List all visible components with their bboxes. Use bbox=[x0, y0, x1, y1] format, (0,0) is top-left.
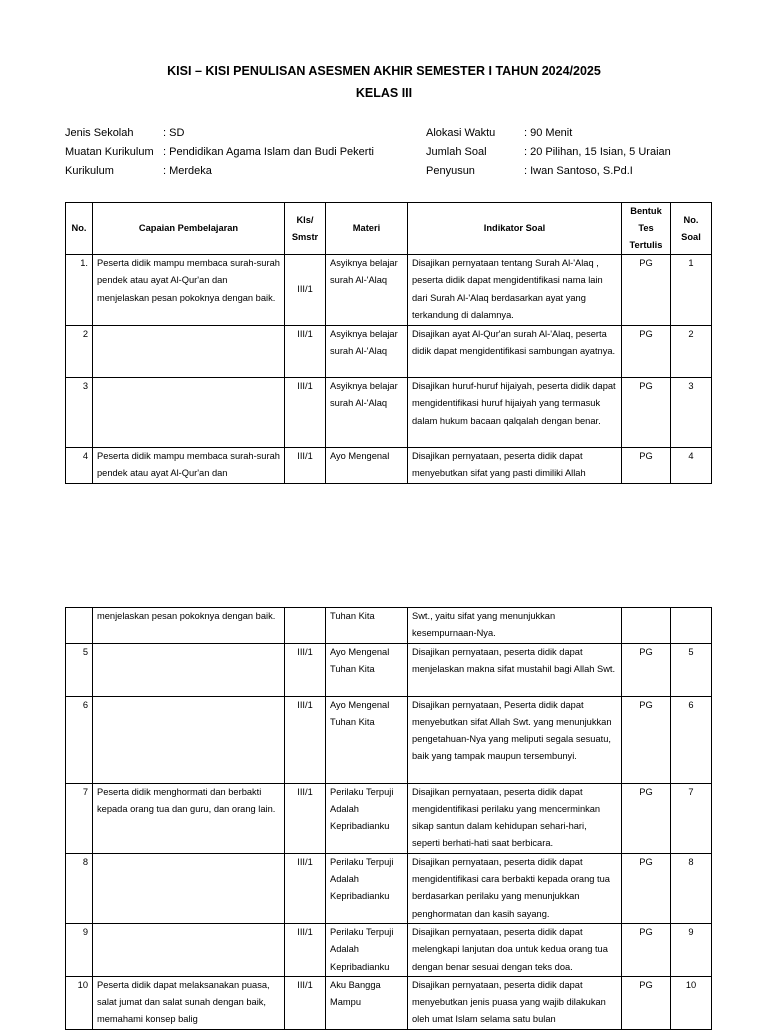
table-row bbox=[66, 608, 712, 644]
cell-materi: Asyiknya belajar surah Al-'Alaq bbox=[326, 326, 408, 378]
header-capaian: Capaian Pembelajaran bbox=[93, 203, 285, 255]
cell-kelas: III/1 bbox=[285, 853, 326, 923]
cell-kelas: III/1 bbox=[285, 255, 326, 326]
cell-bentuk: PG bbox=[622, 448, 671, 484]
cell-no-soal: 4 bbox=[671, 448, 712, 484]
info-value: : Merdeka bbox=[163, 165, 212, 177]
table-row bbox=[66, 255, 712, 326]
cell-capaian: Peserta didik mampu membaca surah-surah pendek atau ayat Al-Qur'an dan menjelaskan pesan pokoknya dengan baik. bbox=[93, 255, 285, 326]
kisi-table-page1 bbox=[65, 202, 712, 484]
cell-kelas: III/1 bbox=[285, 326, 326, 378]
cell-bentuk: PG bbox=[622, 853, 671, 923]
cell-no-soal: 9 bbox=[671, 923, 712, 976]
cell-bentuk bbox=[622, 608, 671, 644]
table-row bbox=[66, 643, 712, 696]
cell-capaian: Peserta didik menghormati dan berbakti kepada orang tua dan guru, dan orang lain. bbox=[93, 783, 285, 853]
table-row bbox=[66, 326, 712, 378]
cell-bentuk: PG bbox=[622, 923, 671, 976]
cell-capaian bbox=[93, 923, 285, 976]
cell-kelas: III/1 bbox=[285, 783, 326, 853]
cell-capaian bbox=[93, 696, 285, 783]
cell-capaian bbox=[93, 326, 285, 378]
cell-materi: Ayo Mengenal Tuhan Kita bbox=[326, 643, 408, 696]
table-row bbox=[66, 783, 712, 853]
header-materi: Materi bbox=[326, 203, 408, 255]
cell-capaian: menjelaskan pesan pokoknya dengan baik. bbox=[93, 608, 285, 644]
table-row bbox=[66, 448, 712, 484]
cell-no bbox=[66, 608, 93, 644]
info-left bbox=[65, 124, 374, 181]
cell-kelas bbox=[285, 608, 326, 644]
table-row bbox=[66, 923, 712, 976]
info-right bbox=[426, 124, 671, 181]
cell-capaian bbox=[93, 853, 285, 923]
cell-bentuk: PG bbox=[622, 326, 671, 378]
cell-no: 9 bbox=[66, 923, 93, 976]
cell-indikator: Disajikan ayat Al-Qur'an surah Al-'Alaq, peserta didik dapat mengidentifikasi sambungan ayatnya. bbox=[408, 326, 622, 378]
header-no-soal: No. Soal bbox=[671, 203, 712, 255]
cell-capaian: Peserta didik dapat melaksanakan puasa, salat jumat dan salat sunah dengan baik, memahami konsep balig bbox=[93, 976, 285, 1029]
cell-no-soal: 8 bbox=[671, 853, 712, 923]
cell-no: 8 bbox=[66, 853, 93, 923]
cell-indikator: Disajikan huruf-huruf hijaiyah, peserta didik dapat mengidentifikasi huruf hijaiyah yang termasuk dalam hukum bacaan qalqalah dengan benar. bbox=[408, 378, 622, 448]
document-title: KISI – KISI PENULISAN ASESMEN AKHIR SEMESTER I TAHUN 2024/2025 bbox=[167, 64, 601, 78]
cell-no-soal: 2 bbox=[671, 326, 712, 378]
header-indikator: Indikator Soal bbox=[408, 203, 622, 255]
cell-materi: Perilaku Terpuji Adalah Kepribadianku bbox=[326, 853, 408, 923]
table-row bbox=[66, 696, 712, 783]
cell-indikator: Disajikan pernyataan tentang Surah Al-'Alaq , peserta didik dapat mengidentifikasi nama lain dari Surah Al-'Alaq berdasarkan ayat yang terkandung di dalamnya. bbox=[408, 255, 622, 326]
cell-capaian: Peserta didik mampu membaca surah-surah pendek atau ayat Al-Qur'an dan bbox=[93, 448, 285, 484]
info-label: Muatan Kurikulum bbox=[65, 146, 154, 158]
info-value: : 20 Pilihan, 15 Isian, 5 Uraian bbox=[524, 146, 671, 158]
cell-materi: Perilaku Terpuji Adalah Kepribadianku bbox=[326, 923, 408, 976]
cell-no-soal: 3 bbox=[671, 378, 712, 448]
cell-bentuk: PG bbox=[622, 378, 671, 448]
cell-no: 5 bbox=[66, 643, 93, 696]
table-row bbox=[66, 378, 712, 448]
cell-indikator: Disajikan pernyataan, peserta didik dapat mengidentifikasi cara berbakti kepada orang tua berdasarkan perilaku yang menunjukkan penghormatan dan kasih sayang. bbox=[408, 853, 622, 923]
cell-materi: Ayo Mengenal Tuhan Kita bbox=[326, 696, 408, 783]
cell-bentuk: PG bbox=[622, 976, 671, 1029]
info-value: : 90 Menit bbox=[524, 127, 573, 139]
cell-no: 3 bbox=[66, 378, 93, 448]
cell-no: 10 bbox=[66, 976, 93, 1029]
cell-bentuk: PG bbox=[622, 643, 671, 696]
cell-no: 6 bbox=[66, 696, 93, 783]
cell-indikator: Disajikan pernyataan, peserta didik dapat menyebutkan sifat yang pasti dimiliki Allah bbox=[408, 448, 622, 484]
cell-kelas: III/1 bbox=[285, 378, 326, 448]
cell-materi: Asyiknya belajar surah Al-'Alaq bbox=[326, 255, 408, 326]
cell-kelas: III/1 bbox=[285, 696, 326, 783]
cell-indikator: Disajikan pernyataan, peserta didik dapat melengkapi lanjutan doa untuk kedua orang tua dengan benar sesuai dengan teks doa. bbox=[408, 923, 622, 976]
cell-materi: Tuhan Kita bbox=[326, 608, 408, 644]
cell-indikator: Disajikan pernyataan, Peserta didik dapat menyebutkan sifat Allah Swt. yang menunjukkan pengetahuan-Nya yang meliputi segala sesuatu, baik yang tampak maupun tersembunyi. bbox=[408, 696, 622, 783]
cell-no-soal: 1 bbox=[671, 255, 712, 326]
cell-indikator: Disajikan pernyataan, peserta didik dapat menjelaskan makna sifat mustahil bagi Allah Swt. bbox=[408, 643, 622, 696]
cell-kelas: III/1 bbox=[285, 923, 326, 976]
cell-no-soal bbox=[671, 608, 712, 644]
cell-kelas: III/1 bbox=[285, 448, 326, 484]
cell-indikator: Disajikan pernyataan, peserta didik dapat menyebutkan jenis puasa yang wajib dilakukan oleh umat Islam selama satu bulan bbox=[408, 976, 622, 1029]
info-label: Jumlah Soal bbox=[426, 146, 487, 158]
cell-no-soal: 5 bbox=[671, 643, 712, 696]
info-label: Kurikulum bbox=[65, 165, 114, 177]
header-bentuk: Bentuk Tes Tertulis bbox=[622, 203, 671, 255]
cell-kelas: III/1 bbox=[285, 976, 326, 1029]
cell-materi: Asyiknya belajar surah Al-'Alaq bbox=[326, 378, 408, 448]
cell-materi: Perilaku Terpuji Adalah Kepribadianku bbox=[326, 783, 408, 853]
cell-no-soal: 7 bbox=[671, 783, 712, 853]
cell-indikator: Disajikan pernyataan, peserta didik dapat mengidentifikasi perilaku yang mencerminkan sikap santun dalam kehidupan sehari-hari, seperti berhati-hati saat berbicara. bbox=[408, 783, 622, 853]
cell-capaian bbox=[93, 643, 285, 696]
cell-no-soal: 10 bbox=[671, 976, 712, 1029]
cell-bentuk: PG bbox=[622, 255, 671, 326]
cell-materi: Ayo Mengenal bbox=[326, 448, 408, 484]
cell-no: 1. bbox=[66, 255, 93, 326]
table-row bbox=[66, 853, 712, 923]
cell-no-soal: 6 bbox=[671, 696, 712, 783]
table-header-row bbox=[66, 203, 712, 255]
header-kelas: Kls/ Smstr bbox=[285, 203, 326, 255]
info-value: : Iwan Santoso, S.Pd.I bbox=[524, 165, 633, 177]
cell-capaian bbox=[93, 378, 285, 448]
info-value: : SD bbox=[163, 127, 185, 139]
info-label: Penyusun bbox=[426, 165, 475, 177]
cell-bentuk: PG bbox=[622, 696, 671, 783]
cell-indikator: Swt., yaitu sifat yang menunjukkan kesempurnaan-Nya. bbox=[408, 608, 622, 644]
info-label: Jenis Sekolah bbox=[65, 127, 134, 139]
cell-no: 7 bbox=[66, 783, 93, 853]
info-label: Alokasi Waktu bbox=[426, 127, 496, 139]
document-subtitle: KELAS III bbox=[355, 86, 413, 100]
cell-materi: Aku Bangga Mampu bbox=[326, 976, 408, 1029]
cell-kelas: III/1 bbox=[285, 643, 326, 696]
table-row bbox=[66, 976, 712, 1029]
cell-no: 2 bbox=[66, 326, 93, 378]
header-no: No. bbox=[66, 203, 93, 255]
kisi-table-page2 bbox=[65, 607, 712, 1030]
cell-bentuk: PG bbox=[622, 783, 671, 853]
info-value: : Pendidikan Agama Islam dan Budi Pekerti bbox=[163, 146, 374, 158]
cell-no: 4 bbox=[66, 448, 93, 484]
